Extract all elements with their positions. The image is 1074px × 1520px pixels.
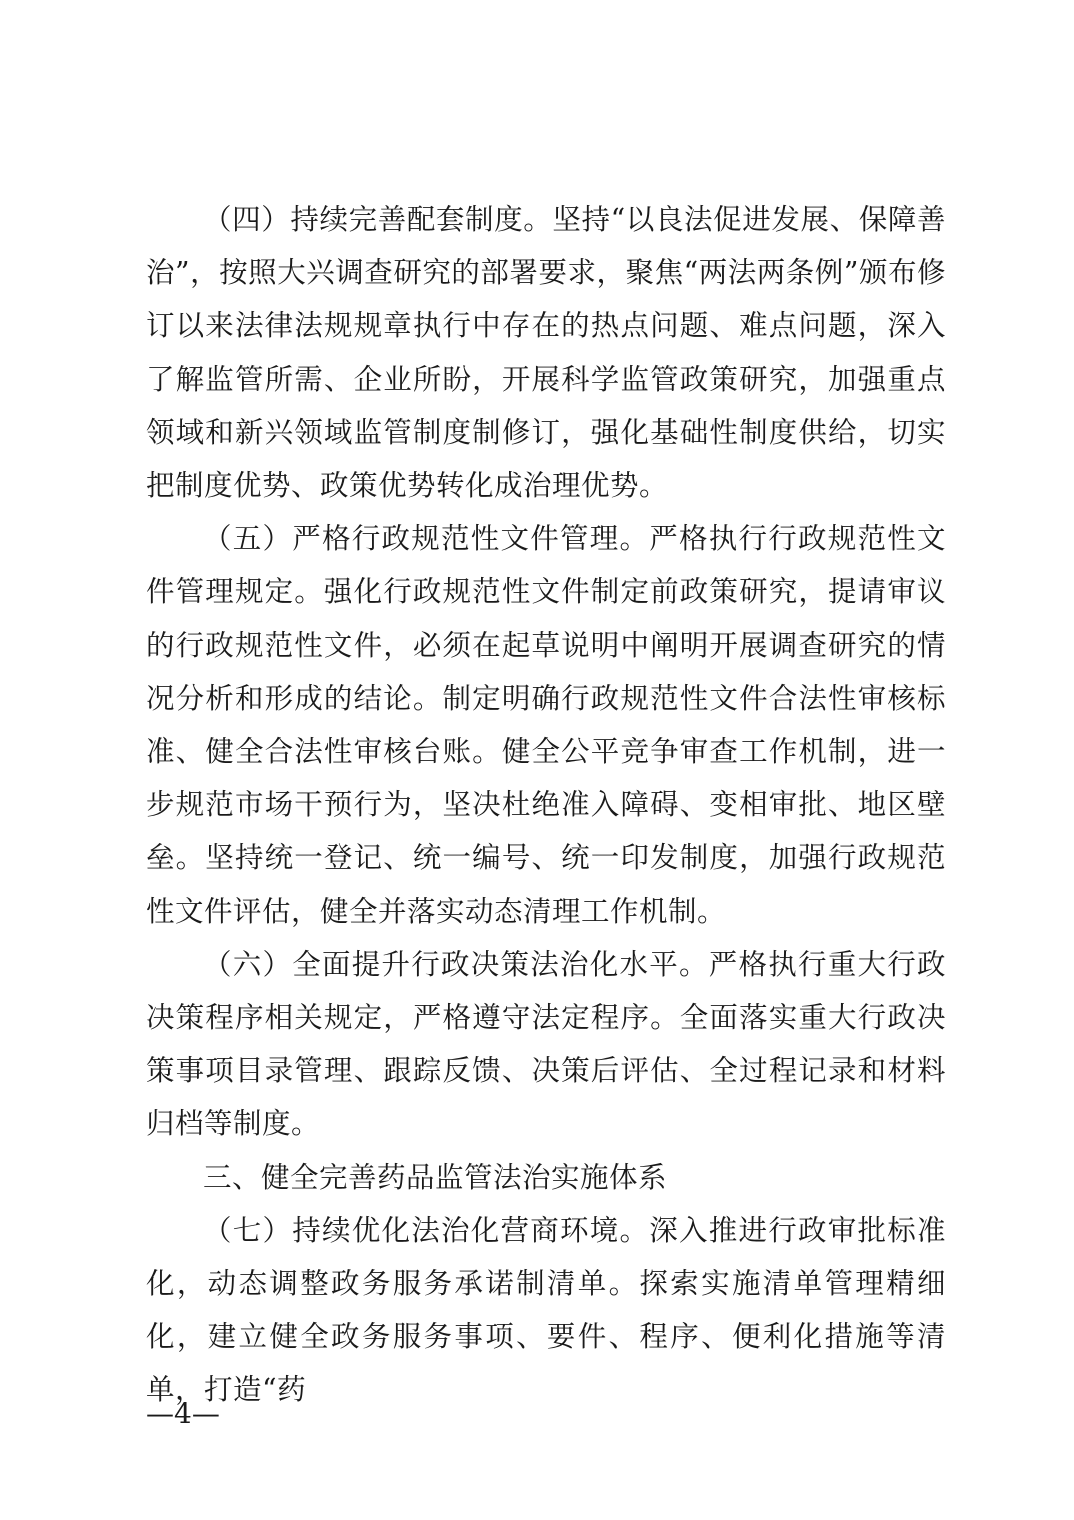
- page-number: —4—: [146, 1397, 220, 1430]
- paragraph-6: （六）全面提升行政决策法治化水平。严格执行重大行政决策程序相关规定，严格遵守法定程序。全面落实重大行政决策事项目录管理、跟踪反馈、决策后评估、全过程记录和材料归档等制度。: [146, 947, 946, 1141]
- paragraph-7: （七）持续优化法治化营商环境。深入推进行政审批标准化，动态调整政务服务承诺制清单。探索实施清单管理精细化，建立健全政务服务事项、要件、程序、便利化措施等清单，打造“药: [146, 1213, 946, 1407]
- document-body: [146, 193, 946, 1417]
- section-heading: 三、健全完善药品监管法治实施体系: [203, 1160, 668, 1194]
- paragraph-5: （五）严格行政规范性文件管理。严格执行行政规范性文件管理规定。强化行政规范性文件制定前政策研究，提请审议的行政规范性文件，必须在起草说明中阐明开展调查研究的情况分析和形成的结论。制定明确行政规范性文件合法性审核标准、健全合法性审核台账。健全公平竞争审查工作机制，进一步规范市场干预行为，坚决杜绝准入障碍、变相审批、地区壁垒。坚持统一登记、统一编号、统一印发制度，加强行政规范性文件评估，健全并落实动态清理工作机制。: [146, 522, 946, 928]
- paragraph-4: （四）持续完善配套制度。坚持“以良法促进发展、保障善治”，按照大兴调查研究的部署要求，聚焦“两法两条例”颁布修订以来法律法规规章执行中存在的热点问题、难点问题，深入了解监管所需、企业所盼，开展科学监管政策研究，加强重点领域和新兴领域监管制度制修订，强化基础性制度供给，切实把制度优势、政策优势转化成治理优势。: [146, 203, 946, 503]
